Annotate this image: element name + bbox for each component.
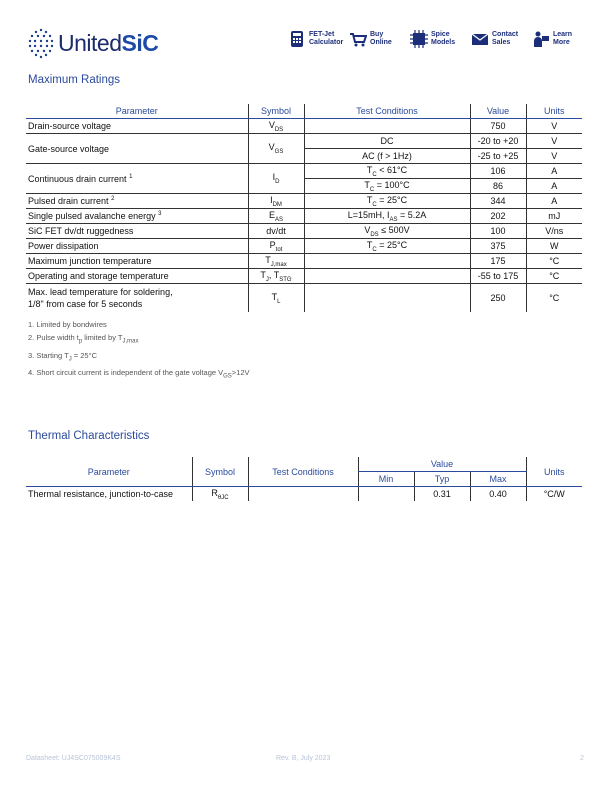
table-row: $T_C = 100^\circ C$ 86 A bbox=[26, 179, 582, 194]
header-nav bbox=[288, 30, 587, 48]
col-header-conditions: Test Conditions bbox=[248, 457, 358, 487]
footnote-2: 2. Pulse width $t_p$ limited by $T_{J,max}$ bbox=[28, 333, 139, 345]
table-row: Pulsed drain current $^2$ $I_{DM}$ $T_C = 25^\circ C$ 344 A bbox=[26, 194, 582, 209]
table-row: Single pulsed avalanche energy $^3$ $E_{AS}$ L=15mH, $I_{AS} = 5.2A$ 202 mJ bbox=[26, 209, 582, 224]
col-header-units: Units bbox=[526, 457, 582, 487]
contact-sales-link[interactable]: Contact Sales bbox=[471, 30, 526, 48]
thermal-title: Thermal Characteristics bbox=[28, 430, 150, 442]
buy-online-link[interactable]: Buy Online bbox=[349, 30, 404, 48]
table-header-row bbox=[26, 104, 582, 119]
footnote-4: 4. Short circuit current is independent of the gate voltage $V_{GS}>12V$ bbox=[28, 368, 250, 380]
max-ratings-table bbox=[26, 104, 582, 312]
cart-icon bbox=[349, 30, 367, 48]
footer-doc-id: Datasheet: UJ4SC075009K4S bbox=[26, 755, 121, 762]
table-row: Thermal resistance, junction-to-case $R_{\theta JC}$ 0.31 0.40 °C/W bbox=[26, 487, 582, 502]
table-header-row bbox=[26, 457, 582, 472]
col-header-max: Max bbox=[470, 472, 526, 487]
footnote-1: 1. Limited by bondwires bbox=[28, 320, 107, 329]
col-header-symbol: Symbol bbox=[192, 457, 248, 487]
footer-revision: Rev. B, July 2023 bbox=[276, 755, 331, 762]
col-header-value: Value bbox=[358, 457, 526, 472]
dot-globe-icon bbox=[27, 27, 55, 59]
learn-more-link[interactable]: Learn More bbox=[532, 30, 587, 48]
fet-jet-calculator-link[interactable]: FET-Jet Calculator bbox=[288, 30, 343, 48]
footnotes bbox=[28, 318, 250, 384]
table-row: Max. lead temperature for soldering, 1/8" from case for 5 seconds $T_L$ 250 °C bbox=[26, 284, 582, 313]
col-header-parameter: Parameter bbox=[26, 104, 248, 119]
logo-wordmark: UnitedSiC bbox=[58, 29, 159, 56]
footer-page-number: 2 bbox=[580, 755, 584, 762]
envelope-icon bbox=[471, 30, 489, 48]
learn-icon bbox=[532, 30, 550, 48]
table-row: SiC FET dv/dt ruggedness dv/dt $V_{DS} \le 500V$ 100 V/ns bbox=[26, 224, 582, 239]
table-row: Gate-source voltage $V_{GS}$ DC -20 to +20 V bbox=[26, 134, 582, 149]
chip-icon bbox=[410, 30, 428, 48]
table-row: AC (f > 1Hz) -25 to +25 V bbox=[26, 149, 582, 164]
col-header-units: Units bbox=[526, 104, 582, 119]
spice-models-link[interactable]: Spice Models bbox=[410, 30, 465, 48]
col-header-typ: Typ bbox=[414, 472, 470, 487]
col-header-conditions: Test Conditions bbox=[304, 104, 470, 119]
page-header bbox=[27, 26, 587, 60]
table-row: Maximum junction temperature $T_{J,max}$ 175 °C bbox=[26, 254, 582, 269]
col-header-min: Min bbox=[358, 472, 414, 487]
col-header-parameter: Parameter bbox=[26, 457, 192, 487]
table-row: Power dissipation $P_{tot}$ $T_C = 25^\circ C$ 375 W bbox=[26, 239, 582, 254]
calculator-icon bbox=[288, 30, 306, 48]
col-header-symbol: Symbol bbox=[248, 104, 304, 119]
unitedsic-logo[interactable] bbox=[27, 26, 158, 60]
thermal-table bbox=[26, 457, 582, 501]
col-header-value: Value bbox=[470, 104, 526, 119]
table-row: Continuous drain current $^1$ $I_D$ $T_C < 61^\circ C$ 106 A bbox=[26, 164, 582, 179]
footnote-3: 3. Starting $T_J = 25^\circ C$ bbox=[28, 350, 98, 362]
max-ratings-title: Maximum Ratings bbox=[28, 74, 121, 86]
table-row: Operating and storage temperature $T_J$, $T_{STG}$ -55 to 175 °C bbox=[26, 269, 582, 284]
table-row: Drain-source voltage $V_{DS}$ 750 V bbox=[26, 119, 582, 134]
